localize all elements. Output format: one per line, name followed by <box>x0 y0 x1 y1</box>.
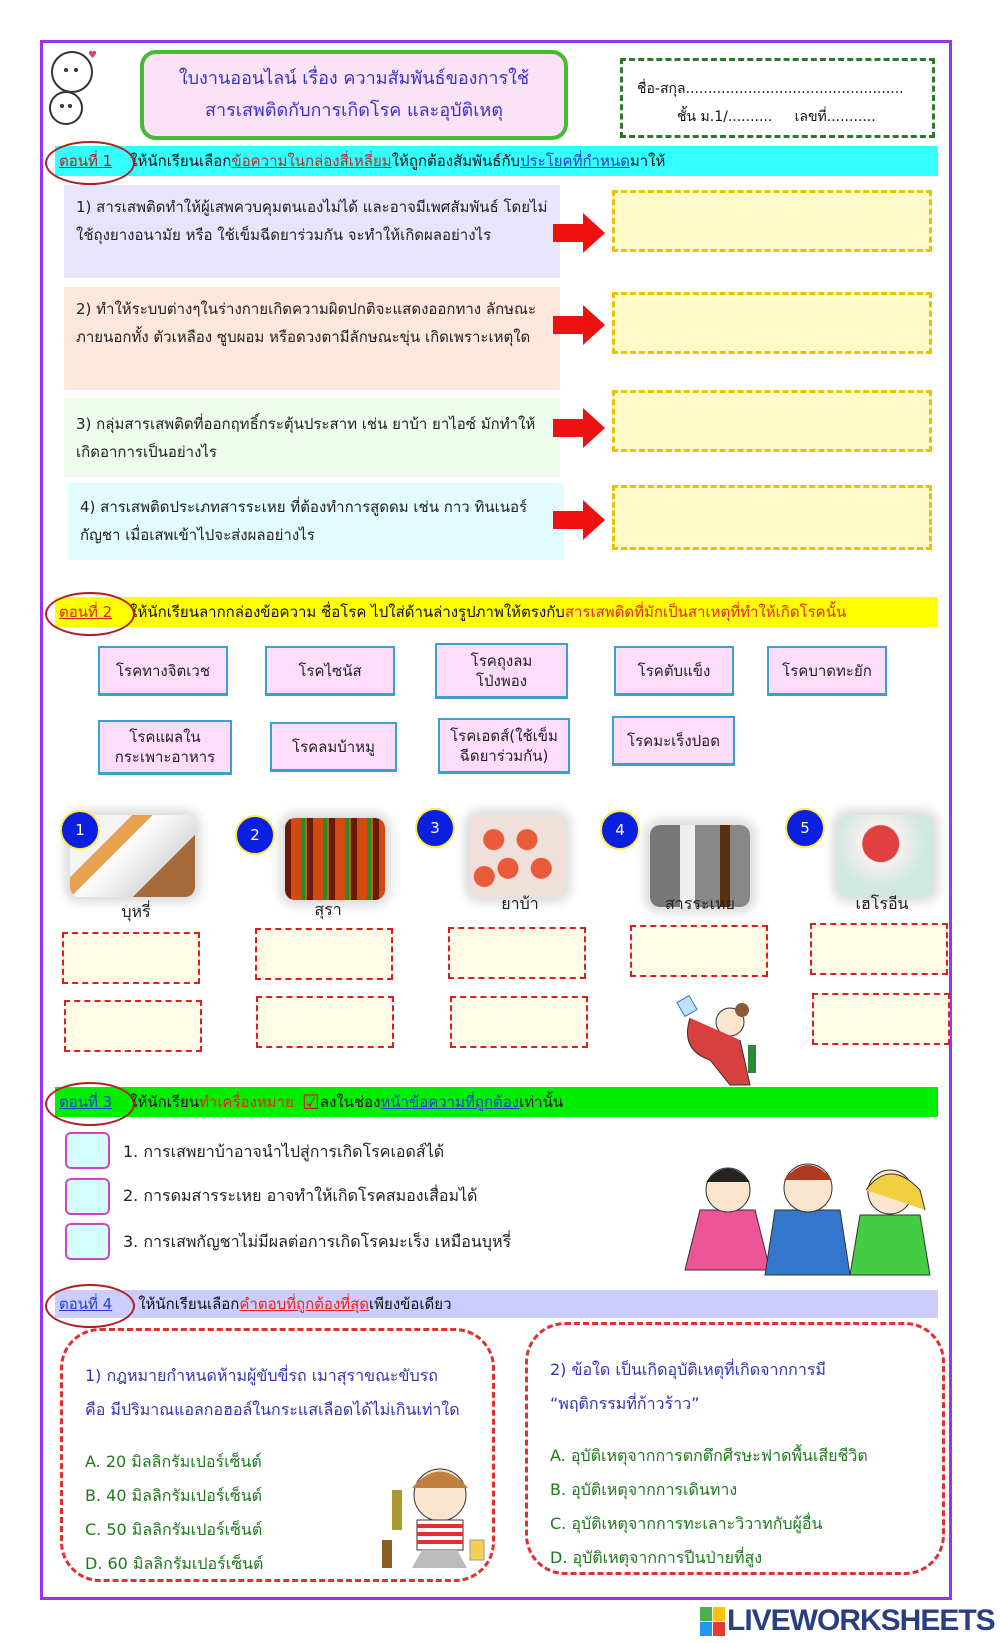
arrow-right-icon <box>553 500 605 540</box>
part4-instruction-bar <box>55 1290 938 1318</box>
question-2-option-b[interactable]: B. อุบัติเหตุจากการเดินทาง <box>550 1480 738 1499</box>
three-kids-illustration <box>680 1150 940 1280</box>
part3-instruction-bar <box>55 1087 938 1117</box>
statement-text: 3. การเสพกัญชาไม่มีผลต่อการเกิดโรคมะเร็ง เหมือนบุหรี่ <box>123 1232 512 1251</box>
substance-label: สุรา <box>314 900 342 919</box>
part1-question: 1) สารเสพติดทำให้ผู้เสพควบคุมตนเองไม่ได้ และอาจมีเพศสัมพันธ์ โดยไม่ใช้ถุงยางอนามัย หรือ ใช้เข็มฉีดยาร่วมกัน จะทำให้เกิดผลอย่างไร <box>64 185 560 278</box>
logo-text: LIVEWORKSHEETS <box>727 1604 995 1637</box>
substance-number-badge: 3 <box>415 808 455 848</box>
question-2-option-d[interactable]: D. อุบัติเหตุจากการปีนป่ายที่สูง <box>550 1548 763 1567</box>
substance-label: บุหรี่ <box>121 902 151 921</box>
liquor-bottles-image <box>285 818 385 900</box>
drunk-boy-illustration <box>372 1460 497 1570</box>
substance-number-badge: 5 <box>785 808 825 848</box>
checkmark-icon: ☑ <box>301 1090 320 1114</box>
disease-drop-zone[interactable] <box>450 996 588 1048</box>
disease-tile[interactable]: โรคเอดส์(ใช้เข็ม ฉีดยาร่วมกัน) <box>438 718 570 774</box>
disease-drop-zone[interactable] <box>448 927 586 979</box>
part3-text: เท่านั้น <box>519 1093 564 1111</box>
substance-label: สารระเหย <box>665 894 735 913</box>
answer-checkbox[interactable] <box>65 1178 110 1215</box>
disease-drop-zone[interactable] <box>256 996 394 1048</box>
substance-label: เฮโรอีน <box>855 894 909 913</box>
disease-drop-zone[interactable] <box>255 928 393 980</box>
heroin-image <box>838 815 933 897</box>
part3-text: ลงในช่อง <box>319 1093 381 1111</box>
substance-label: ยาบ้า <box>501 894 539 913</box>
part3-text: ให้นักเรียน <box>130 1093 199 1111</box>
disease-tile[interactable]: โรคมะเร็งปอด <box>612 716 735 766</box>
amphetamine-pills-image <box>470 815 565 897</box>
question-2-line-1: 2) ข้อใด เป็นเกิดอุบัติเหตุที่เกิดจากการมี <box>550 1360 826 1379</box>
answer-drop-zone[interactable] <box>612 390 932 452</box>
disease-tile[interactable]: โรคถุงลม โป่งพอง <box>435 643 568 699</box>
part4-text: เพียงข้อเดียว <box>369 1295 452 1313</box>
number-label[interactable]: เลขที่........... <box>794 109 876 125</box>
part3-highlight: ทำเครื่องหมาย <box>198 1093 294 1111</box>
disease-tile[interactable]: โรคลมบ้าหมู <box>270 722 397 772</box>
part1-tag: ตอนที่ 1 <box>55 149 124 173</box>
student-info-box <box>620 58 935 138</box>
question-2-box <box>525 1322 945 1575</box>
statement-text: 2. การดมสารระเหย อาจทำให้เกิดโรคสมองเสื่อมได้ <box>123 1186 478 1205</box>
class-label[interactable]: ชั้น ม.1/.......... <box>677 109 773 125</box>
part2-text: ให้นักเรียนลากกล่องข้อความ ชื่อโรค ไปใส่ด้านล่างรูปภาพให้ตรงกับ <box>130 603 565 621</box>
disease-drop-zone[interactable] <box>810 923 948 975</box>
question-1-option-b[interactable]: B. 40 มิลลิกรัมเปอร์เซ็นต์ <box>85 1486 263 1505</box>
part3-highlight: หน้าข้อความที่ถูกต้อง <box>380 1093 520 1111</box>
statement-text: 1. การเสพยาบ้าอาจนำไปสู่การเกิดโรคเอดส์ได้ <box>123 1142 445 1161</box>
disease-drop-zone[interactable] <box>64 1000 202 1052</box>
title-line-2: สารเสพติดกับการเกิดโรค และอุบัติเหตุ <box>205 100 503 121</box>
part1-question: 3) กลุ่มสารเสพติดที่ออกฤทธิ์กระตุ้นประสาท เช่น ยาบ้า ยาไอซ์ มักทำให้เกิดอาการเป็นอย่างไร <box>64 398 560 477</box>
part2-tag: ตอนที่ 2 <box>55 600 124 624</box>
question-1-option-d[interactable]: D. 60 มิลลิกรัมเปอร์เซ็นต์ <box>85 1554 264 1573</box>
substance-number-badge: 4 <box>600 810 640 850</box>
disease-drop-zone[interactable] <box>812 993 950 1045</box>
part2-instruction-bar <box>55 597 938 627</box>
answer-checkbox[interactable] <box>65 1223 110 1260</box>
disease-tile[interactable]: โรคตับแข็ง <box>614 646 734 696</box>
answer-drop-zone[interactable] <box>612 485 932 550</box>
part1-instruction-bar <box>55 146 938 176</box>
disease-tile[interactable]: โรคทางจิตเวช <box>98 646 228 696</box>
disease-drop-zone[interactable] <box>62 932 200 984</box>
arrow-right-icon <box>553 213 605 253</box>
question-1-option-c[interactable]: C. 50 มิลลิกรัมเปอร์เซ็นต์ <box>85 1520 263 1539</box>
question-2-line-2: “พฤติกรรมที่ก้าวร้าว” <box>550 1394 700 1413</box>
disease-tile[interactable]: โรคไซนัส <box>265 646 395 696</box>
part4-tag: ตอนที่ 4 <box>55 1292 124 1316</box>
part2-highlight: สารเสพติดที่มักเป็นสาเหตุที่ทำให้เกิดโรคนั้น <box>564 603 847 621</box>
liveworksheets-logo <box>700 1604 995 1638</box>
logo-icon <box>700 1607 725 1636</box>
title-line-1: ใบงานออนไลน์ เรื่อง ความสัมพันธ์ของการใช้ <box>178 68 530 89</box>
question-1-line-1: 1) กฎหมายกำหนดห้ามผู้ขับขี่รถ เมาสุราขณะขับรถ <box>85 1366 438 1385</box>
part4-highlight: คำตอบที่ถูกต้องที่สุด <box>239 1295 370 1313</box>
part1-text: มาให้ <box>629 152 666 170</box>
inhalant-user-illustration <box>670 990 770 1085</box>
question-2-option-c[interactable]: C. อุบัติเหตุจากการทะเลาะวิวาทกับผู้อื่น <box>550 1514 823 1533</box>
arrow-right-icon <box>553 408 605 448</box>
substance-number-badge: 2 <box>235 815 275 855</box>
disease-tile[interactable]: โรคบาดทะยัก <box>767 646 887 696</box>
disease-tile[interactable]: โรคแผลใน กระเพาะอาหาร <box>98 720 232 775</box>
svg-text:♥: ♥ <box>88 50 97 61</box>
part3-tag: ตอนที่ 3 <box>55 1090 124 1114</box>
name-label[interactable]: ชื่อ-สกุล................................................. <box>637 81 904 97</box>
question-1-line-2: คือ มีปริมาณแอลกอฮอล์ในกระแสเลือดได้ไม่เกินเท่าใด <box>85 1400 460 1419</box>
question-1-option-a[interactable]: A. 20 มิลลิกรัมเปอร์เซ็นต์ <box>85 1452 262 1471</box>
part1-question: 2) ทำให้ระบบต่างๆในร่างกายเกิดความผิดปกติจะแสดงออกทาง ลักษณะภายนอกทั้ง ตัวเหลือง ซูบผอม หรือดวงตามีลักษณะขุ่น เกิดเพราะเหตุใด <box>64 287 560 390</box>
part4-text: ให้นักเรียนเลือก <box>138 1295 240 1313</box>
worksheet-title <box>140 50 568 140</box>
arrow-right-icon <box>553 305 605 345</box>
answer-drop-zone[interactable] <box>612 190 932 252</box>
answer-drop-zone[interactable] <box>612 292 932 354</box>
part1-text: ให้นักเรียนเลือก <box>130 152 232 170</box>
part1-highlight: ข้อความในกล่องสี่เหลี่ยม <box>231 152 392 170</box>
substance-number-badge: 1 <box>60 810 100 850</box>
bear-mascot-icon <box>44 48 96 128</box>
part1-highlight: ประโยคที่กำหนด <box>520 152 630 170</box>
question-2-option-a[interactable]: A. อุบัติเหตุจากการตกตึกศีรษะฟาดพื้นเสียชีวิต <box>550 1446 868 1465</box>
disease-drop-zone[interactable] <box>630 925 768 977</box>
answer-checkbox[interactable] <box>65 1132 110 1169</box>
part1-question: 4) สารเสพติดประเภทสารระเหย ที่ต้องทำการสูดดม เช่น กาว ทินเนอร์ กัญชา เมื่อเสพเข้าไปจะส่งผลอย่างไร <box>68 483 564 560</box>
part1-text: ให้ถูกต้องสัมพันธ์กับ <box>391 152 521 170</box>
